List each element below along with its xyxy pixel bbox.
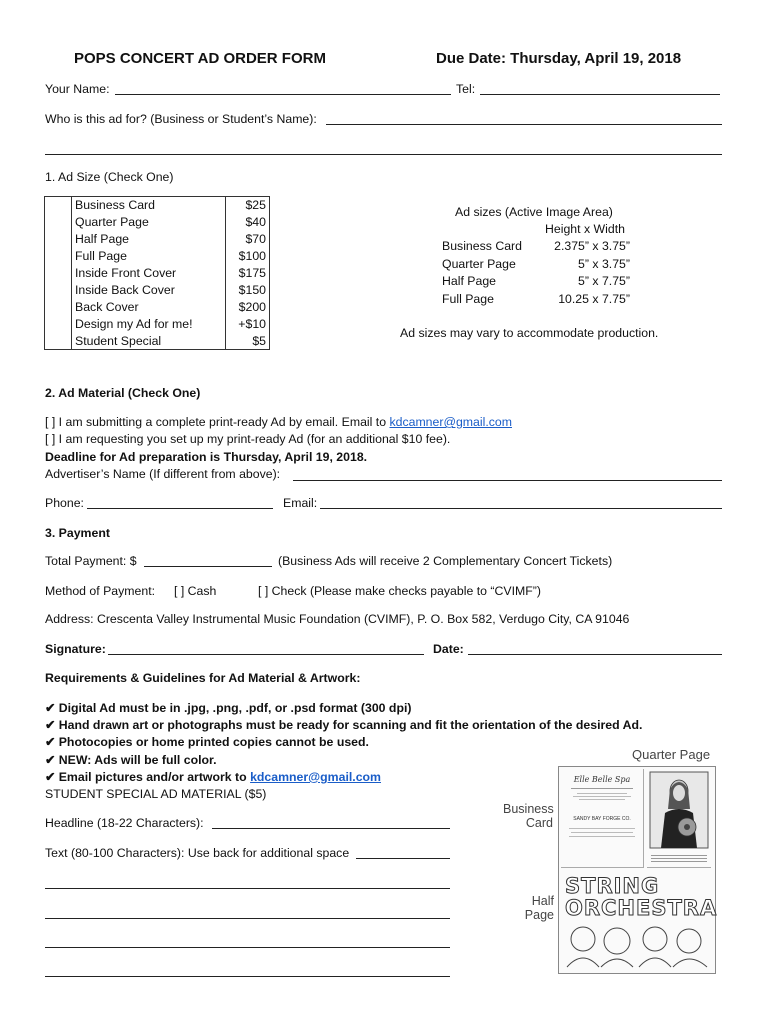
student-heading: STUDENT SPECIAL AD MATERIAL ($5) [45,787,267,801]
ad-size-name: Back Cover [72,298,226,315]
sample-business-card-label: Business Card [503,802,554,830]
ad-size-table [44,196,270,350]
signature-field[interactable] [108,654,424,655]
ad-size-name: Quarter Page [72,214,226,231]
your-name-label: Your Name: [45,82,110,96]
ad-size-price: $150 [226,281,270,298]
who-for-field-line2[interactable] [45,154,722,155]
advertiser-label: Advertiser’s Name (If different from above): [45,467,281,481]
text-field-line2[interactable] [45,888,450,889]
cash-option[interactable]: [ ] Cash [174,584,217,598]
ad-size-checkbox[interactable] [45,281,72,298]
ad-size-price: $25 [226,197,270,214]
sample-quarter-page [647,769,711,868]
ad-size-row[interactable] [45,265,270,282]
ad-size-checkbox[interactable] [45,332,72,349]
text-label: Text (80-100 Characters): Use back for additional space [45,846,350,860]
requirement-item: ✔ Email pictures and/or artwork to kdcamner@gmail.com [45,769,381,784]
dims-size: 5” x 3.75” [578,256,630,271]
ad-size-checkbox[interactable] [45,231,72,248]
ad-size-name: Inside Front Cover [72,265,226,282]
dims-row [442,273,630,291]
text-field-line3[interactable] [45,918,450,919]
ad-size-row[interactable] [45,298,270,315]
email-label: Email: [283,496,318,510]
requirements-email-link[interactable]: kdcamner@gmail.com [250,769,381,784]
ad-size-heading: 1. Ad Size (Check One) [45,170,174,184]
sample-card-title: Elle Belle Spa [573,775,631,784]
dims-title: Ad sizes (Active Image Area) [455,205,613,219]
ad-size-price: $5 [226,332,270,349]
text-field-line5[interactable] [45,976,450,977]
ad-size-checkbox[interactable] [45,315,72,332]
who-for-label: Who is this ad for? (Business or Student’s Name): [45,112,317,126]
material-option-email[interactable] [45,415,512,429]
dims-header: Height x Width [545,222,625,236]
phone-label: Phone: [45,496,84,510]
dims-table [442,238,630,308]
text-field-line4[interactable] [45,947,450,948]
phone-field[interactable] [87,508,273,509]
advertiser-field[interactable] [293,480,722,481]
check-icon: ✔ [45,769,56,784]
dims-row [442,291,630,309]
ad-size-name: Half Page [72,231,226,248]
ad-size-name: Full Page [72,248,226,265]
check-icon: ✔ [45,701,56,715]
check-icon: ✔ [45,718,56,733]
sample-quarter-page-label: Quarter Page [632,747,711,762]
dims-name: Business Card [442,239,522,253]
mailing-address: Address: Crescenta Valley Instrumental Music Foundation (CVIMF), P. O. Box 582, Verdugo City, CA 91046 [45,612,630,626]
ad-size-row[interactable] [45,315,270,332]
dims-note: Ad sizes may vary to accommodate production. [400,326,659,340]
headline-label: Headline (18-22 Characters): [45,816,204,830]
dims-size: 10.25 x 7.75” [558,291,630,306]
ad-size-price: $100 [226,248,270,265]
check-option[interactable]: [ ] Check (Please make checks payable to “CVIMF”) [258,584,541,598]
dims-name: Full Page [442,291,494,306]
material-option-setup[interactable]: [ ] I am requesting you set up my print-ready Ad (for an additional $10 fee). [45,432,451,446]
ad-size-checkbox[interactable] [45,298,72,315]
tel-field[interactable] [480,94,720,95]
requirements-heading: Requirements & Guidelines for Ad Material & Artwork: [45,671,361,685]
your-name-field[interactable] [115,94,451,95]
ad-size-name: Business Card [72,197,226,214]
ad-size-checkbox[interactable] [45,197,72,214]
headline-field[interactable] [212,828,450,829]
ad-size-row[interactable] [45,197,270,214]
sample-cartoon-icon [561,919,713,969]
requirements-list [45,700,642,786]
sample-business-card [561,769,644,868]
material-deadline: Deadline for Ad preparation is Thursday, April 19, 2018. [45,450,368,464]
sample-ad-page [558,766,716,974]
requirement-item: ✔ Hand drawn art or photographs must be ready for scanning and fit the orientation of the desired Ad. [45,718,643,733]
date-field[interactable] [468,654,722,655]
material-option-email-text: [ ] I am submitting a complete print-ready Ad by email. Email to [45,415,390,429]
dims-name: Quarter Page [442,256,516,271]
tel-label: Tel: [456,82,476,96]
ad-size-price: $40 [226,214,270,231]
ad-size-price: +$10 [226,315,270,332]
ad-size-name: Design my Ad for me! [72,315,226,332]
email-field[interactable] [320,508,722,509]
requirement-item: ✔ Digital Ad must be in .jpg, .png, .pdf, or .psd format (300 dpi) [45,701,412,715]
due-date: Due Date: Thursday, April 19, 2018 [436,50,682,67]
ad-size-name: Student Special [72,332,226,349]
dims-row [442,256,630,274]
date-label: Date: [433,642,464,656]
ad-size-row[interactable] [45,248,270,265]
sample-card-company: SANDY BAY FORGE CO. [573,816,631,822]
ad-size-price: $70 [226,231,270,248]
dims-size: 5” x 7.75” [578,274,630,288]
ad-size-price: $200 [226,298,270,315]
total-label: Total Payment: $ [45,554,137,568]
ad-size-row[interactable] [45,214,270,231]
sample-half-page [561,871,718,971]
text-field[interactable] [356,858,450,859]
ad-size-row[interactable] [45,281,270,298]
ad-size-checkbox[interactable] [45,265,72,282]
method-label: Method of Payment: [45,584,156,598]
check-icon: ✔ [45,735,56,750]
material-email-link[interactable]: kdcamner@gmail.com [389,415,512,429]
ad-size-row[interactable] [45,231,270,248]
ad-size-checkbox[interactable] [45,214,72,231]
ad-size-row[interactable] [45,332,270,349]
dims-size: 2.375” x 3.75” [554,239,630,253]
sample-photo-icon [647,769,711,851]
material-heading: 2. Ad Material (Check One) [45,386,201,400]
check-icon: ✔ [45,752,56,767]
sample-half-page-label: Half Page [524,894,554,922]
requirement-item: ✔ Photocopies or home printed copies cannot be used. [45,735,369,750]
sample-half-title: STRING ORCHESTRA [565,874,718,920]
requirement-item: ✔ NEW: Ads will be full color. [45,752,217,767]
dims-name: Half Page [442,274,497,288]
who-for-field[interactable] [326,124,722,125]
ad-size-price: $175 [226,265,270,282]
payment-heading: 3. Payment [45,526,110,540]
ad-size-name: Inside Back Cover [72,281,226,298]
form-title: POPS CONCERT AD ORDER FORM [74,50,326,67]
dims-row [442,238,630,256]
ad-size-checkbox[interactable] [45,248,72,265]
signature-label: Signature: [45,642,106,656]
total-field[interactable] [144,566,272,567]
total-note: (Business Ads will receive 2 Complementary Concert Tickets) [278,554,613,568]
